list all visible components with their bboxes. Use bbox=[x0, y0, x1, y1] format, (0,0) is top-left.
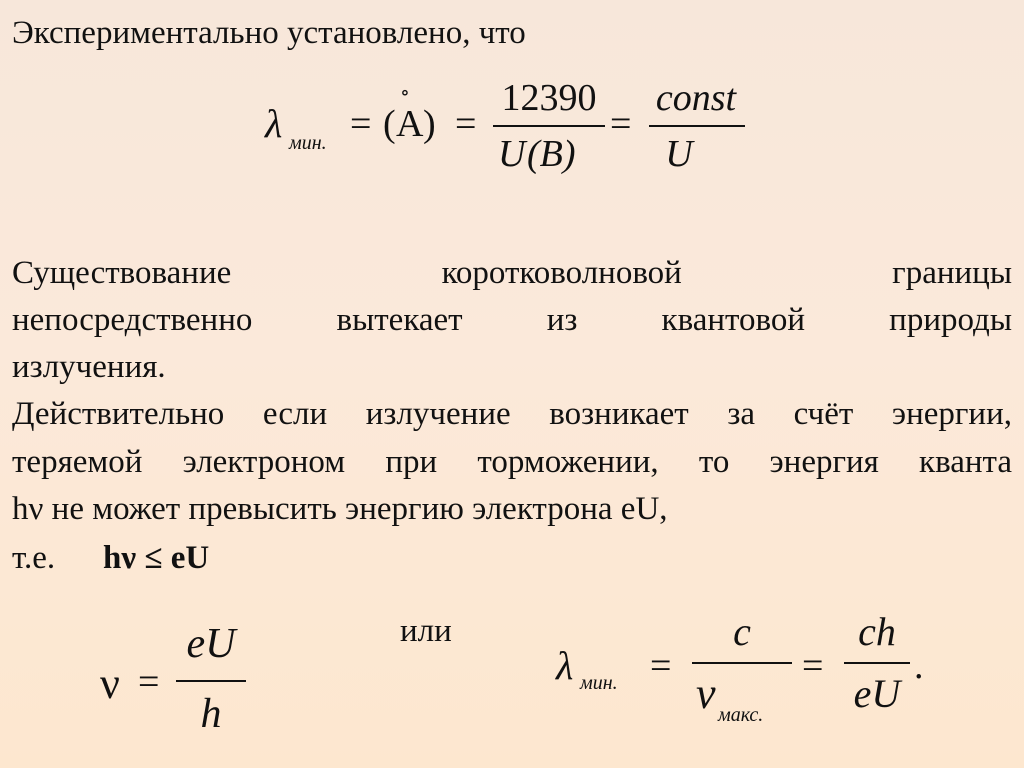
fraction-bar bbox=[692, 662, 792, 664]
fraction-bar bbox=[844, 662, 910, 664]
equals-sign: = bbox=[802, 645, 824, 687]
nu-subscript: макс. bbox=[718, 704, 764, 726]
fraction-denominator: eU bbox=[853, 671, 901, 716]
formula-lambda-min-1 bbox=[265, 77, 765, 190]
or-word: или bbox=[400, 613, 452, 649]
ie-label: т.е. bbox=[12, 540, 56, 576]
lambda-subscript: мин. bbox=[289, 132, 327, 154]
lambda-symbol: λ bbox=[556, 643, 574, 688]
lambda-subscript: мин. bbox=[580, 672, 618, 694]
fraction-bar bbox=[649, 125, 745, 127]
intro-text: Экспериментально установлено, что bbox=[12, 15, 526, 51]
word: границы bbox=[892, 255, 1012, 291]
lambda-symbol: λ bbox=[265, 101, 283, 146]
fraction-bar bbox=[176, 680, 246, 682]
fraction-denominator-u: U bbox=[498, 133, 526, 175]
paragraph-line: hν не может превысить энергию электрона eU, bbox=[12, 491, 668, 527]
fraction-denominator-nu: ν bbox=[696, 669, 716, 718]
fraction-numerator: 12390 bbox=[501, 77, 597, 119]
equals-sign: = bbox=[138, 661, 160, 703]
fraction-denominator: h bbox=[200, 691, 222, 737]
paragraph-line: Действительно если излучение возникает за счёт энергии, bbox=[12, 396, 1012, 432]
word: Существование bbox=[12, 255, 232, 291]
inequality-expression: hν ≤ eU bbox=[103, 540, 210, 576]
equals-sign: = bbox=[455, 103, 477, 145]
period: . bbox=[914, 645, 924, 687]
fraction-numerator: ch bbox=[858, 609, 896, 654]
paren-close: ) bbox=[423, 103, 436, 145]
word: коротковолновой bbox=[441, 255, 682, 291]
fraction-denominator: U bbox=[665, 133, 693, 175]
fraction-numerator: c bbox=[733, 609, 751, 654]
fraction-numerator: eU bbox=[186, 621, 236, 667]
paragraph-line: излучения. bbox=[12, 349, 166, 385]
fraction-denominator-unit: (B) bbox=[527, 133, 576, 175]
paragraph-line bbox=[12, 250, 1012, 297]
angstrom-ring: ∘ bbox=[400, 82, 410, 104]
paren-open: ( bbox=[383, 103, 396, 145]
fraction-numerator: const bbox=[655, 77, 737, 119]
formula-lambda-min-2 bbox=[556, 609, 936, 752]
paragraph-line: теряемой электроном при торможении, то энергия кванта bbox=[12, 444, 1012, 480]
equals-sign: = bbox=[350, 103, 372, 145]
angstrom-unit: A bbox=[396, 103, 424, 145]
fraction-bar bbox=[493, 125, 605, 127]
equals-sign: = bbox=[610, 103, 632, 145]
equals-sign: = bbox=[650, 645, 672, 687]
paragraph-line: непосредственно вытекает из квантовой природы bbox=[12, 302, 1012, 338]
nu-symbol: ν bbox=[100, 659, 120, 708]
formula-nu bbox=[100, 618, 260, 748]
